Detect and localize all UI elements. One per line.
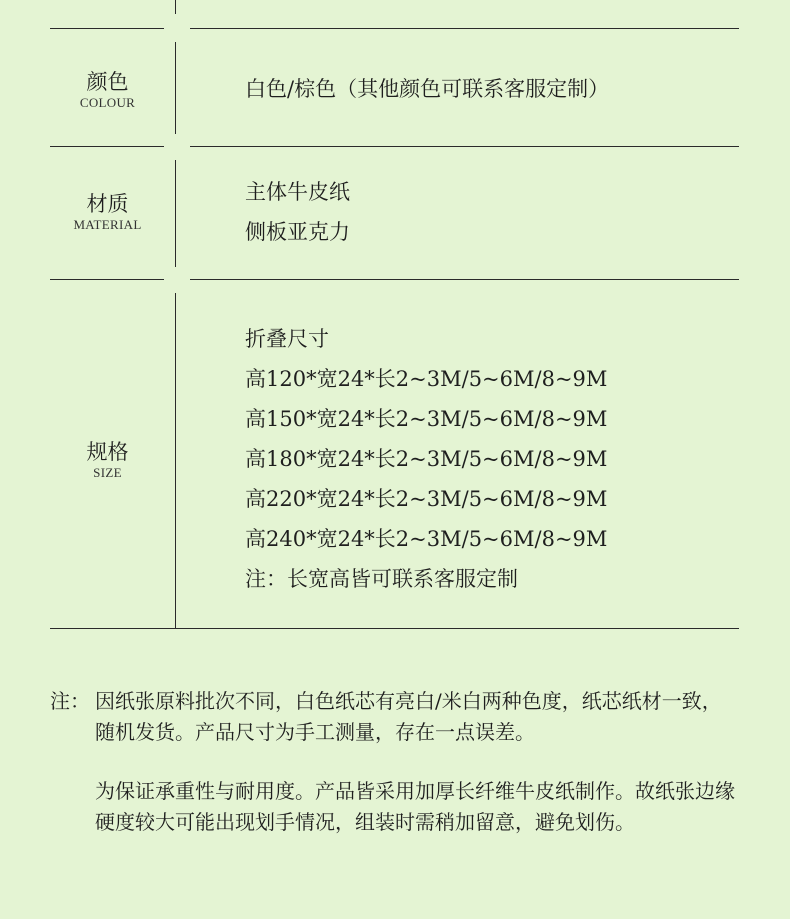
size-column-divider (175, 293, 176, 628)
colour-label (50, 69, 165, 111)
size-label-en: SIZE (93, 465, 122, 480)
material-value (245, 172, 350, 252)
row-divider-colour-left (50, 146, 164, 147)
size-line: 高180*宽24*长2~3M/5~6M/8~9M (245, 447, 608, 471)
note-mark: 注： (50, 689, 90, 713)
table-bottom-border (50, 628, 739, 629)
material-label-en: MATERIAL (73, 217, 142, 232)
size-label (50, 439, 165, 481)
size-value (245, 319, 607, 599)
note-first-text: 因纸张原料批次不同，白色纸芯有亮白/米白两种色度，纸芯纸材一致，随机发货。产品尺寸为手工测量，存在一点误差。 (95, 689, 722, 744)
material-line: 主体牛皮纸 (245, 180, 350, 204)
colour-value: 白色/棕色（其他颜色可联系客服定制） (245, 77, 610, 101)
row-divider-material-right (190, 279, 739, 280)
material-label (50, 191, 165, 233)
size-line: 高150*宽24*长2~3M/5~6M/8~9M (245, 407, 608, 431)
size-label-zh: 规格 (86, 440, 129, 464)
size-line: 高220*宽24*长2~3M/5~6M/8~9M (245, 487, 608, 511)
material-column-divider (175, 160, 176, 267)
material-label-zh: 材质 (86, 192, 129, 216)
size-line: 折叠尺寸 (245, 327, 329, 351)
colour-label-en: COLOUR (79, 95, 136, 110)
row-divider-material-left (50, 279, 164, 280)
size-line: 高120*宽24*长2~3M/5~6M/8~9M (245, 367, 608, 391)
size-line: 注：长宽高皆可联系客服定制 (245, 567, 518, 591)
row-divider-top-left (50, 28, 164, 29)
material-line: 侧板亚克力 (245, 220, 350, 244)
row-divider-top-right (190, 28, 739, 29)
note-first (50, 686, 750, 748)
note-second-text: 为保证承重性与耐用度。产品皆采用加厚长纤维牛皮纸制作。故纸张边缘硬度较大可能出现划手情况，组装时需稍加留意，避免划伤。 (95, 779, 735, 834)
top-stub-divider (175, 0, 176, 14)
colour-label-zh: 颜色 (86, 70, 129, 94)
size-line: 高240*宽24*长2~3M/5~6M/8~9M (245, 527, 608, 551)
colour-column-divider (175, 42, 176, 134)
row-divider-colour-right (190, 146, 739, 147)
